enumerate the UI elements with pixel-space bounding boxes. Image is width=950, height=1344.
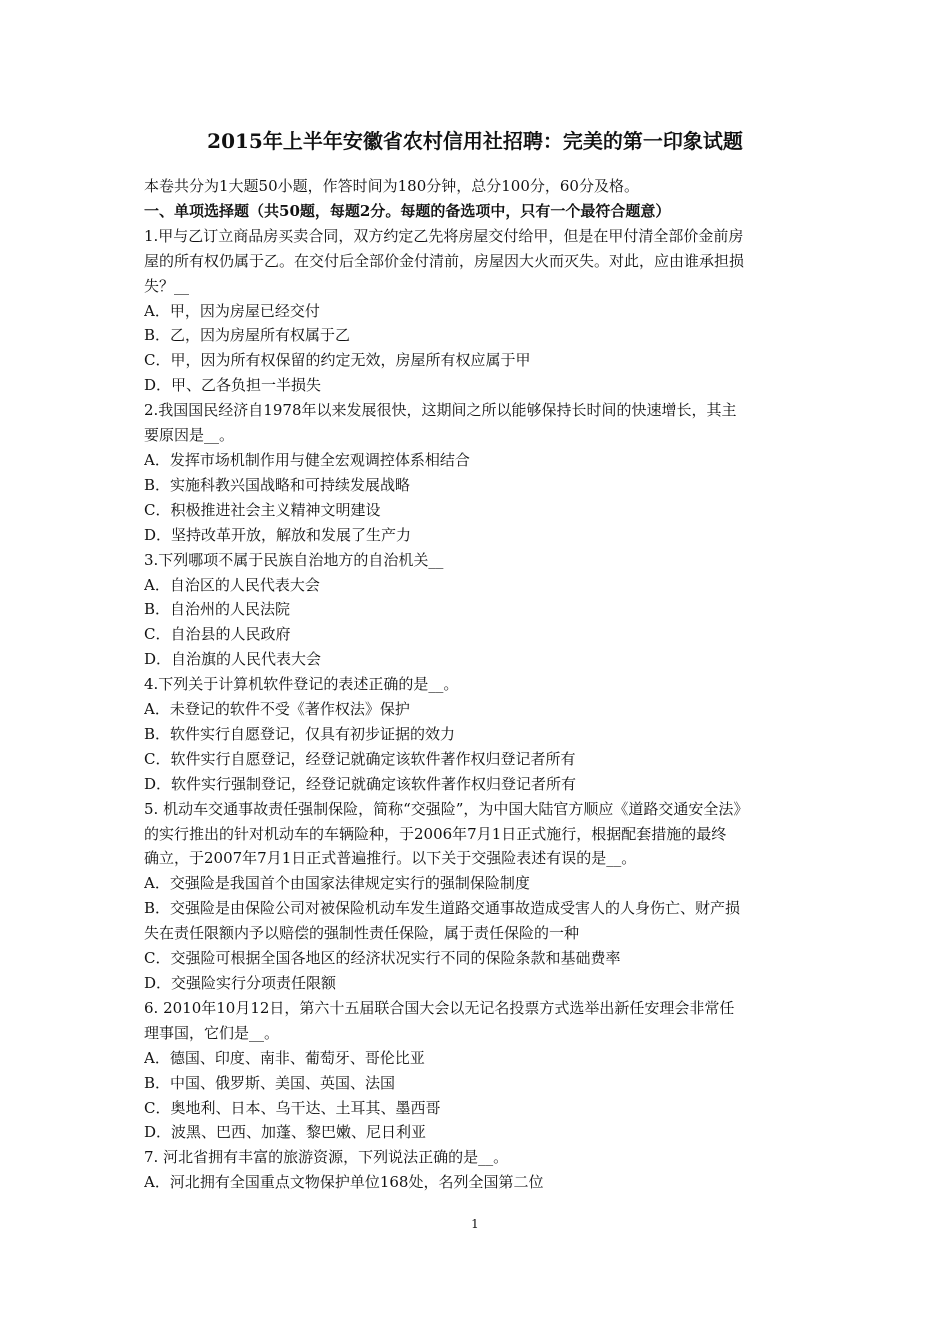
text-line: D．甲、乙各负担一半损失: [144, 376, 322, 395]
text-line: 2.我国国民经济自1978年以来发展很快，这期间之所以能够保持长时间的快速增长，其主: [144, 401, 737, 420]
text-line: 屋的所有权仍属于乙。在交付后全部价金付清前，房屋因大火而灭失。对此，应由谁承担损: [144, 251, 745, 270]
section-heading: 一、单项选择题（共50题，每题2分。每题的备选项中，只有一个最符合题意）: [144, 201, 671, 220]
text-line: D．波黑、巴西、加蓬、黎巴嫩、尼日利亚: [144, 1123, 427, 1142]
text-line: B．交强险是由保险公司对被保险机动车发生道路交通事故造成受害人的人身伤亡、财产损: [144, 899, 741, 918]
text-line: D．自治旗的人民代表大会: [144, 650, 322, 669]
text-line: A．甲，因为房屋已经交付: [144, 301, 320, 320]
question-list: [144, 224, 812, 1195]
text-line: 的实行推出的针对机动车的车辆险种，于2006年7月1日正式施行，根据配套措施的最终: [144, 824, 727, 843]
document-title: 2015年上半年安徽省农村信用社招聘：完美的第一印象试题: [207, 129, 743, 153]
text-line: B．中国、俄罗斯、美国、英国、法国: [144, 1073, 396, 1092]
text-line: 6. 2010年10月12日，第六十五届联合国大会以无记名投票方式选举出新任安理会非常任: [144, 998, 735, 1017]
text-line: 3.下列哪项不属于民族自治地方的自治机关__: [144, 550, 444, 569]
text-line: 要原因是__。: [144, 426, 235, 445]
text-line: C．交强险可根据全国各地区的经济状况实行不同的保险条款和基础费率: [144, 949, 621, 968]
intro-text: 本卷共分为1大题50小题，作答时间为180分钟，总分100分，60分及格。: [144, 177, 639, 195]
document-body: [144, 174, 812, 1195]
text-line: C．积极推进社会主义精神文明建设: [144, 500, 381, 519]
text-line: A．河北拥有全国重点文物保护单位168处，名列全国第二位: [144, 1173, 544, 1192]
text-line: A．未登记的软件不受《著作权法》保护: [144, 700, 410, 719]
text-line: 5. 机动车交通事故责任强制保险，简称“交强险”，为中国大陆官方顺应《道路交通安全法》: [144, 799, 749, 818]
text-line: 理事国，它们是__。: [144, 1023, 280, 1042]
text-line: A．交强险是我国首个由国家法律规定实行的强制保险制度: [144, 874, 530, 893]
text-line: D．软件实行强制登记，经登记就确定该软件著作权归登记者所有: [144, 774, 577, 793]
text-line: D．坚持改革开放，解放和发展了生产力: [144, 525, 412, 544]
text-line: A．自治区的人民代表大会: [144, 575, 320, 594]
text-line: 4.下列关于计算机软件登记的表述正确的是__。: [144, 675, 459, 694]
page-number: 1: [471, 1217, 479, 1231]
text-line: C．软件实行自愿登记，经登记就确定该软件著作权归登记者所有: [144, 749, 576, 768]
text-line: B．软件实行自愿登记，仅具有初步证据的效力: [144, 724, 456, 743]
text-line: D．交强险实行分项责任限额: [144, 974, 337, 992]
text-line: A．德国、印度、南非、葡萄牙、哥伦比亚: [144, 1048, 425, 1067]
text-line: A．发挥市场机制作用与健全宏观调控体系相结合: [144, 450, 470, 469]
text-line: 失在责任限额内予以赔偿的强制性责任保险，属于责任保险的一种: [144, 924, 580, 943]
text-line: 确立，于2007年7月1日正式普遍推行。以下关于交强险表述有误的是__。: [144, 849, 637, 868]
text-line: C．自治县的人民政府: [144, 625, 291, 644]
text-line: B．自治州的人民法院: [144, 600, 291, 619]
text-line: 1.甲与乙订立商品房买卖合同，双方约定乙先将房屋交付给甲，但是在甲付清全部价金前房: [144, 226, 744, 245]
text-line: C．奥地利、日本、乌干达、土耳其、墨西哥: [144, 1098, 441, 1117]
text-line: 失？__: [144, 276, 190, 295]
text-line: 7. 河北省拥有丰富的旅游资源，下列说法正确的是__。: [144, 1148, 509, 1167]
text-line: C．甲，因为所有权保留的约定无效，房屋所有权应属于甲: [144, 351, 531, 370]
text-line: B．实施科教兴国战略和可持续发展战略: [144, 475, 411, 494]
text-line: B．乙，因为房屋所有权属于乙: [144, 326, 351, 345]
